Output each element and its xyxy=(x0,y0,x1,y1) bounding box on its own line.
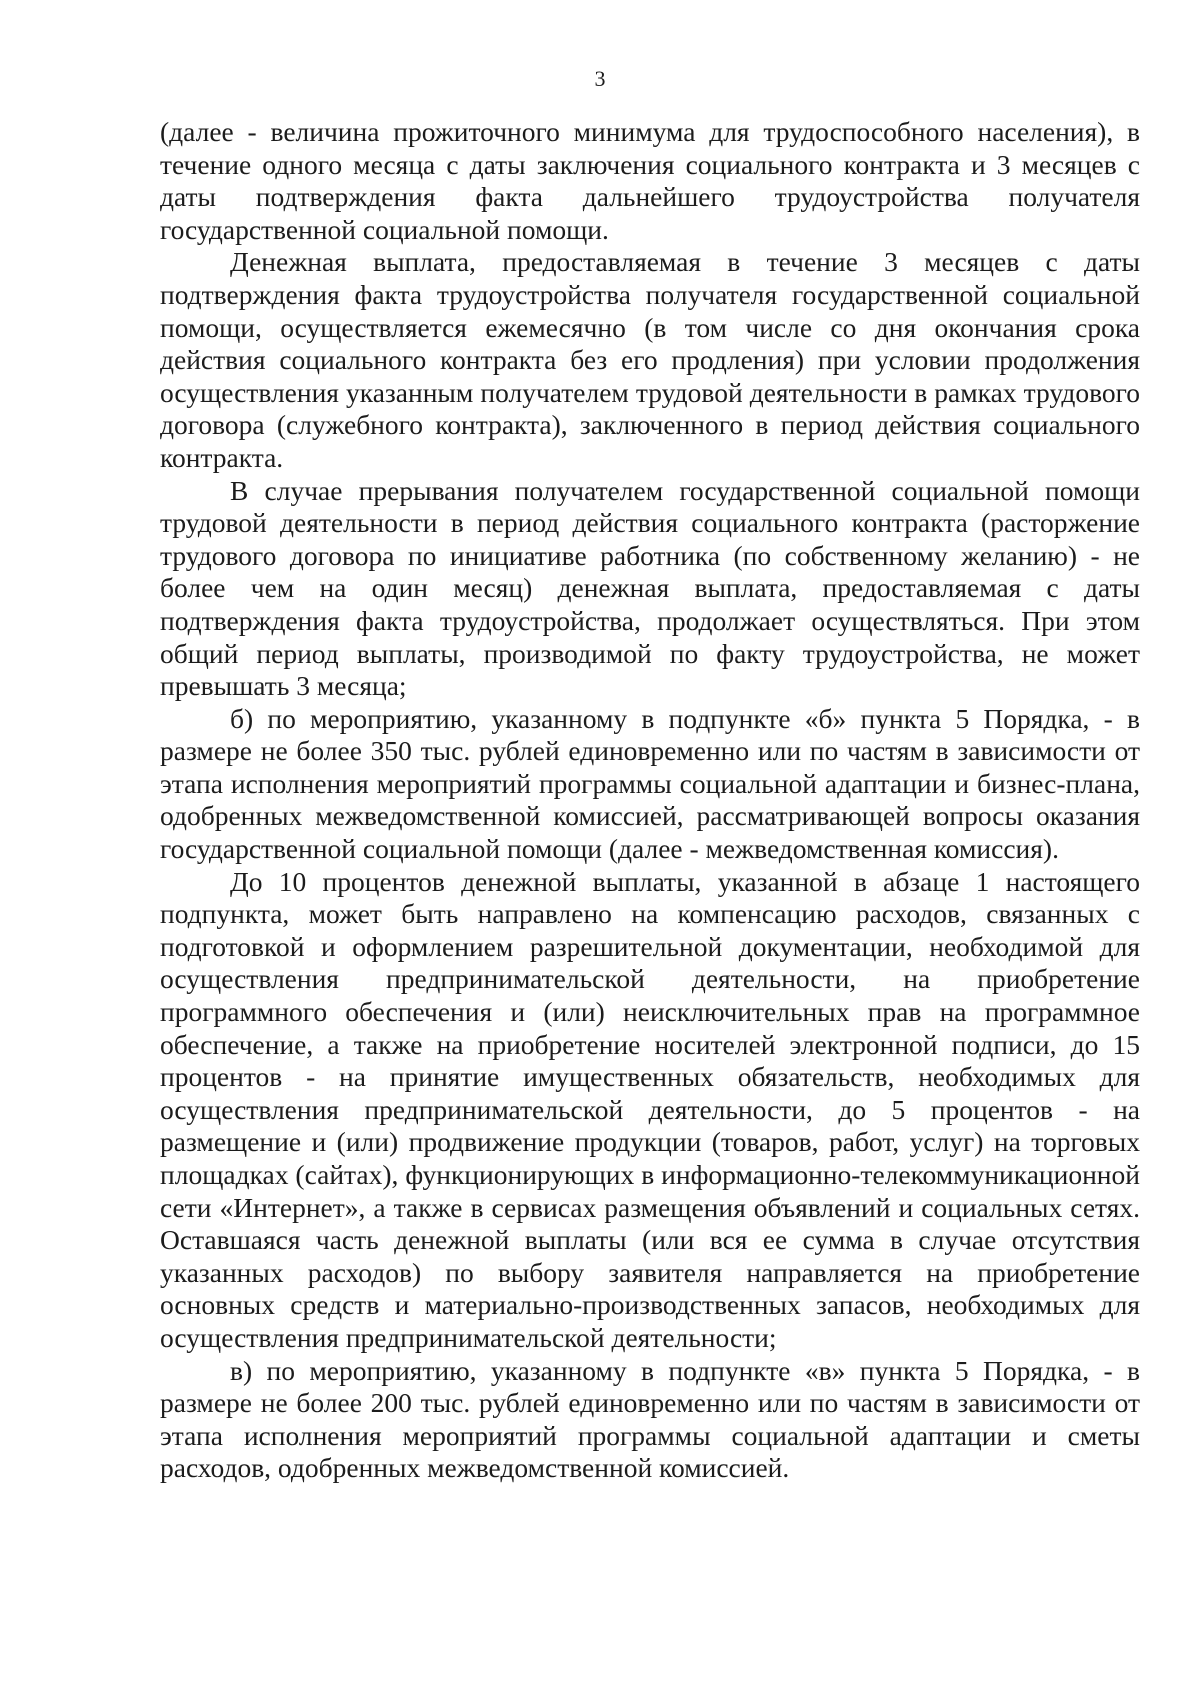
paragraph-continuation: (далее - величина прожиточного минимума для трудоспособного населения), в течение одного месяца с даты заключения социального контракта и 3 месяцев с даты подтверждения факта дальнейшего трудоустройства получателя государственной социальной помощи. xyxy=(160,116,1140,245)
paragraph-expense-shares: До 10 процентов денежной выплаты, указанной в абзаце 1 настоящего подпункта, может быть направлено на компенсацию расходов, связанных с подготовкой и оформлением разрешительной документации, необходимой для осуществления предпринимательской деятельности, на приобретение программного обеспечения и (или) неисключительных прав на программное обеспечение, а также на приобретение носителей электронной подписи, до 15 процентов - на принятие имущественных обязательств, необходимых для осуществления предпринимательской деятельности, до 5 процентов - на размещение и (или) продвижение продукции (товаров, работ, услуг) на торговых площадках (сайтах), функционирующих в информационно-телекоммуникационной сети «Интернет», а также в сервисах размещения объявлений и социальных сетях. Оставшаяся часть денежной выплаты (или вся ее сумма в случае отсутствия указанных расходов) по выбору заявителя направляется на приобретение основных средств и материально-производственных запасов, необходимых для осуществления предпринимательской деятельности; xyxy=(160,865,1140,1353)
paragraph-monthly-payment: Денежная выплата, предоставляемая в течение 3 месяцев с даты подтверждения факта трудоустройства получателя государственной социальной помощи, осуществляется ежемесячно (в том числе со дня окончания срока действия социального контракта без его продления) при условии продолжения осуществления указанным получателем трудовой деятельности в рамках трудового договора (служебного контракта), заключенного в период действия социального контракта. xyxy=(160,246,1140,473)
document-body xyxy=(160,116,1140,1485)
paragraph-item-v: в) по мероприятию, указанному в подпункте «в» пункта 5 Порядка, - в размере не более 200 тыс. рублей единовременно или по частям в зависимости от этапа исполнения мероприятий программы социальной адаптации и сметы расходов, одобренных межведомственной комиссией. xyxy=(160,1354,1140,1484)
page-number: 3 xyxy=(594,66,606,91)
paragraph-interruption: В случае прерывания получателем государственной социальной помощи трудовой деятельности в период действия социального контракта (расторжение трудового договора по инициативе работника (по собственному желанию) - не более чем на один месяц) денежная выплата, предоставляемая с даты подтверждения факта трудоустройства, продолжает осуществляться. При этом общий период выплаты, производимой по факту трудоустройства, не может превышать 3 месяца; xyxy=(160,474,1140,702)
paragraph-item-b: б) по мероприятию, указанному в подпункте «б» пункта 5 Порядка, - в размере не более 350 тыс. рублей единовременно или по частям в зависимости от этапа исполнения мероприятий программы социальной адаптации и бизнес-плана, одобренных межведомственной комиссией, рассматривающей вопросы оказания государственной социальной помощи (далее - межведомственная комиссия). xyxy=(160,702,1140,865)
